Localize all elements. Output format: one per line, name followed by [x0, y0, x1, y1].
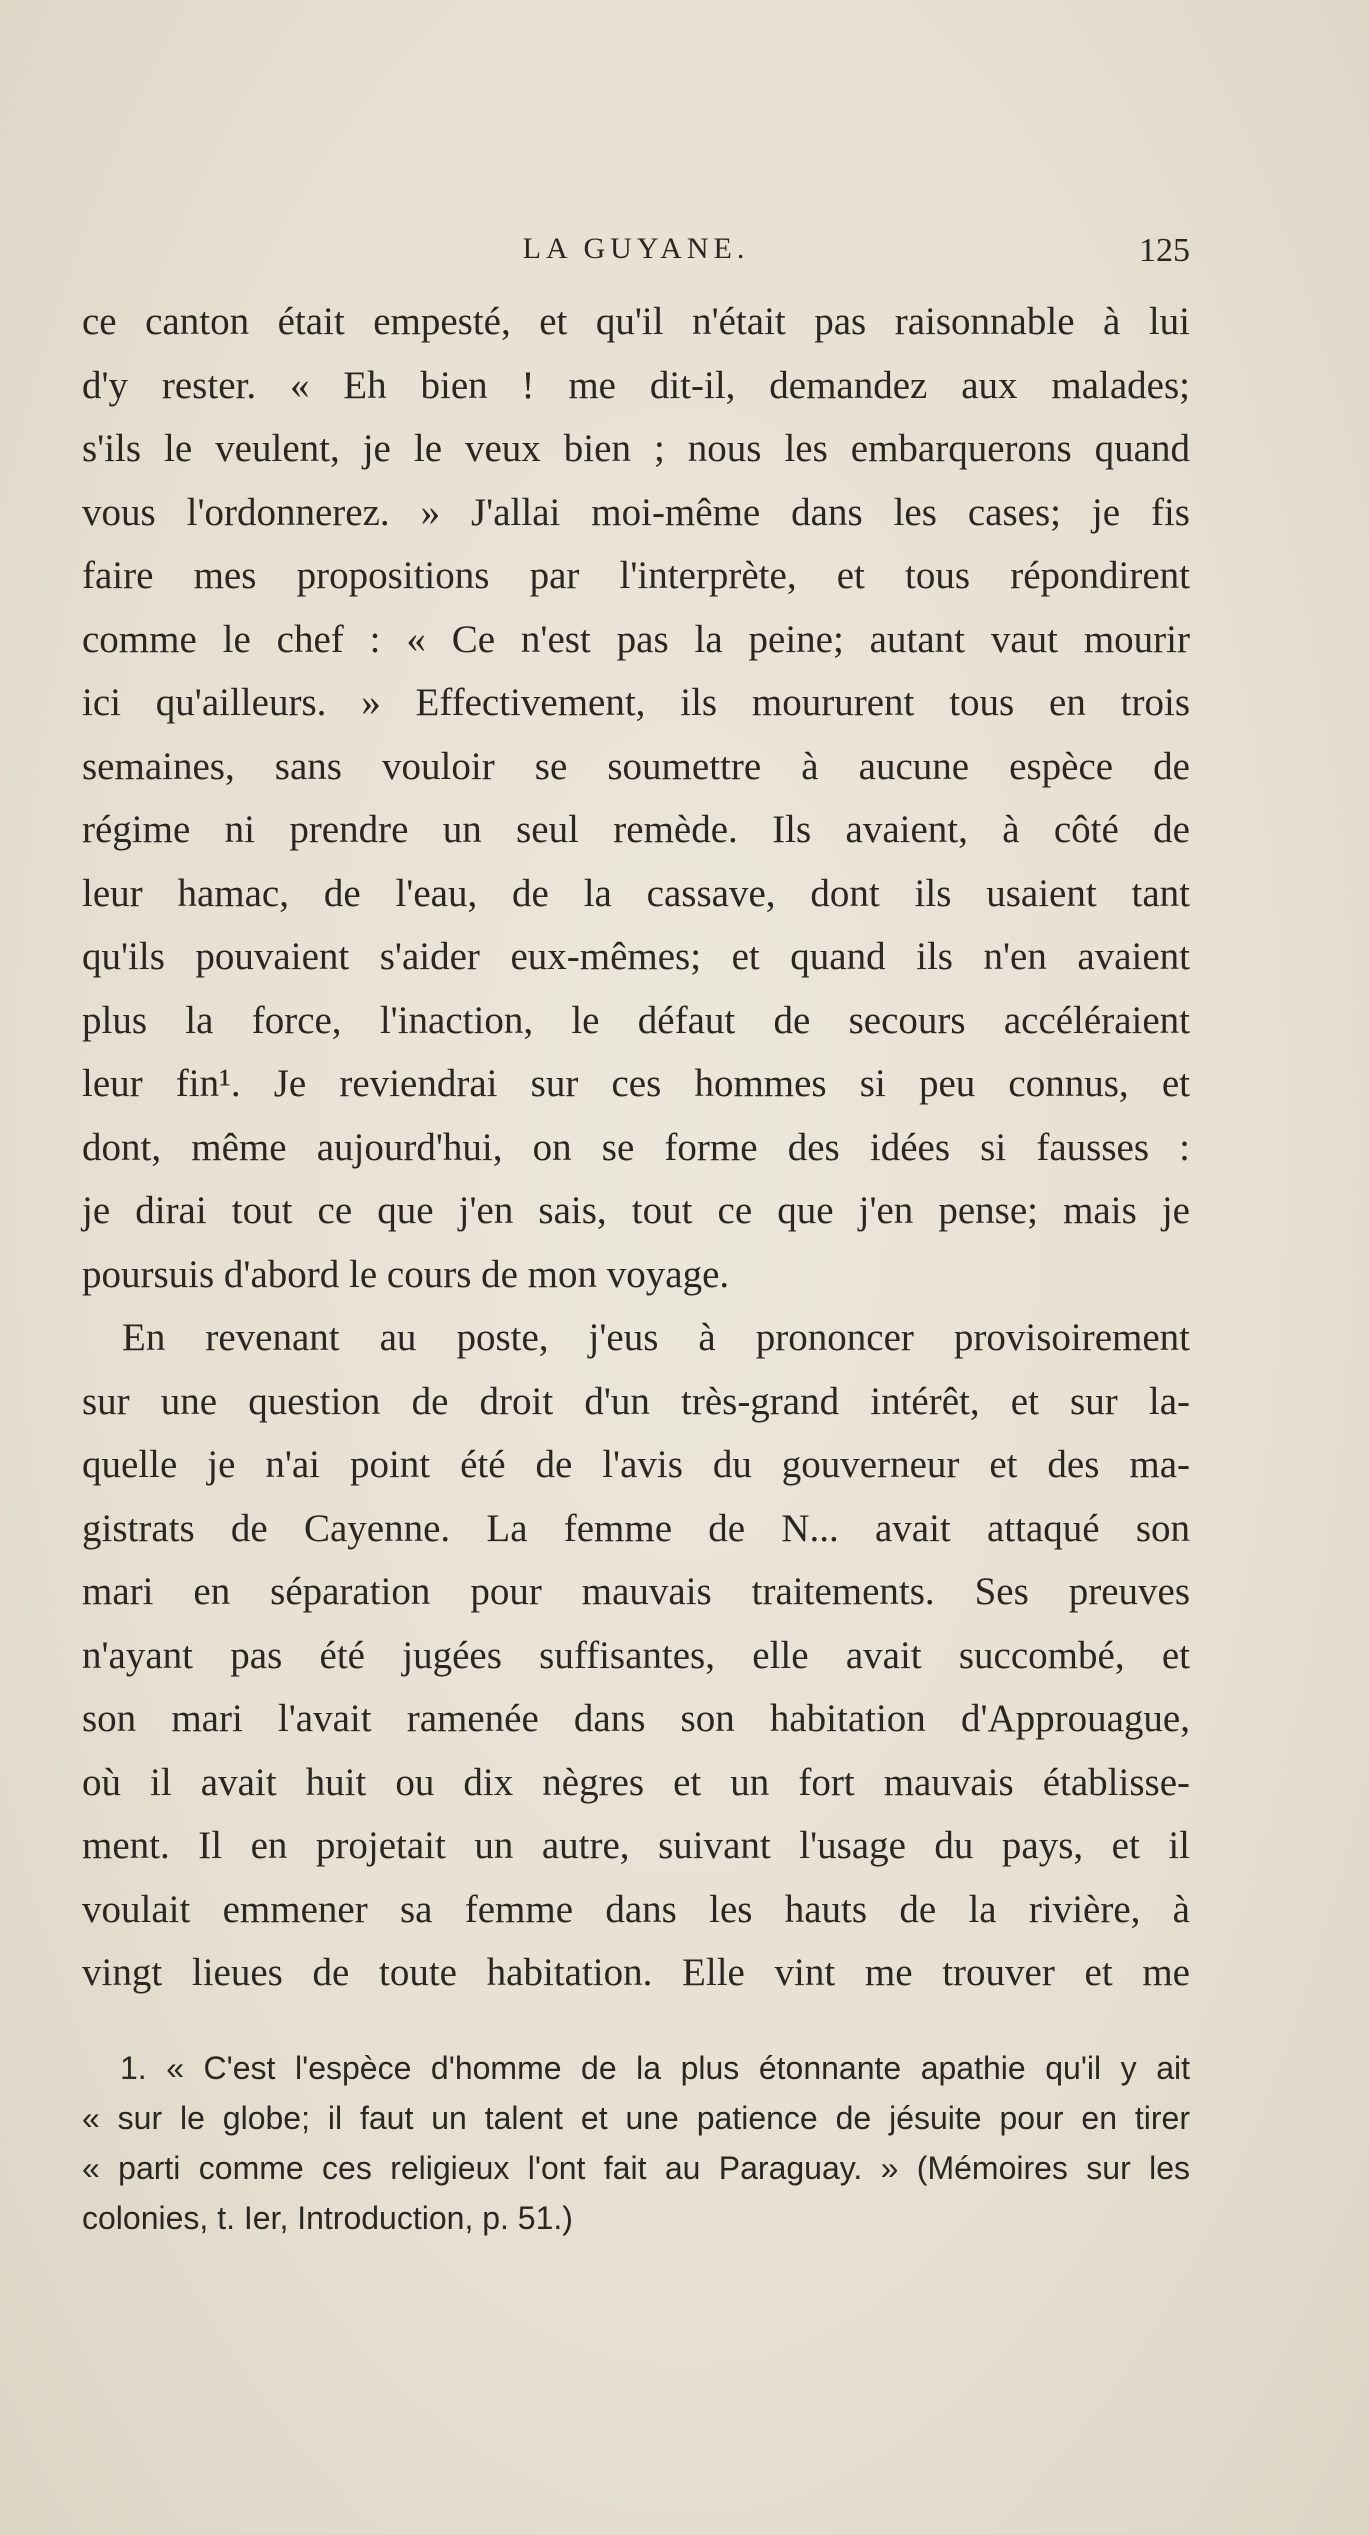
body-line: En revenant au poste, j'eus à prononcer provisoirement — [122, 1316, 1190, 1359]
body-line: qu'ils pouvaient s'aider eux-mêmes; et quand ils n'en avaient — [82, 935, 1190, 978]
page-header — [82, 232, 1190, 272]
body-line: son mari l'avait ramenée dans son habitation d'Approuague, — [82, 1697, 1190, 1740]
body-line: d'y rester. « Eh bien ! me dit-il, demandez aux malades; — [82, 363, 1190, 407]
footnote-line: 1. « C'est l'espèce d'homme de la plus étonnante apathie qu'il y ait — [120, 2050, 1190, 2086]
body-line: mari en séparation pour mauvais traitements. Ses preuves — [82, 1570, 1190, 1613]
body-line: leur hamac, de l'eau, de la cassave, dont ils usaient tant — [82, 871, 1190, 915]
body-text — [82, 290, 1190, 2005]
footnote-line: « sur le globe; il faut un talent et une patience de jésuite pour en tirer — [82, 2100, 1190, 2136]
body-line: n'ayant pas été jugées suffisantes, elle avait succombé, et — [82, 1633, 1190, 1677]
body-line: régime ni prendre un seul remède. Ils avaient, à côté de — [82, 808, 1190, 851]
body-line: quelle je n'ai point été de l'avis du gouverneur et des ma- — [82, 1443, 1190, 1486]
body-line: ce canton était empesté, et qu'il n'était pas raisonnable à lui — [82, 300, 1190, 343]
body-line: s'ils le veulent, je le veux bien ; nous les embarquerons quand — [82, 427, 1190, 470]
running-head: LA GUYANE. — [522, 232, 750, 265]
footnotes — [82, 2043, 1190, 2243]
body-line: poursuis d'abord le cours de mon voyage. — [82, 1252, 730, 1296]
body-line: comme le chef : « Ce n'est pas la peine; autant vaut mourir — [82, 617, 1190, 661]
footnote-line: « parti comme ces religieux l'ont fait au Paraguay. » (Mémoires sur les — [82, 2150, 1190, 2186]
body-line: où il avait huit ou dix nègres et un fort mauvais établisse- — [82, 1760, 1190, 1804]
page-number: 125 — [1139, 232, 1190, 269]
body-line: leur fin¹. Je reviendrai sur ces hommes si peu connus, et — [82, 1062, 1190, 1105]
body-line: sur une question de droit d'un très-grand intérêt, et sur la- — [82, 1379, 1190, 1423]
footnote-line: colonies, t. Ier, Introduction, p. 51.) — [82, 2200, 573, 2236]
body-line: ici qu'ailleurs. » Effectivement, ils moururent tous en trois — [82, 681, 1190, 724]
body-line: semaines, sans vouloir se soumettre à aucune espèce de — [82, 744, 1190, 788]
body-line: vingt lieues de toute habitation. Elle vint me trouver et me — [82, 1951, 1190, 1994]
body-line: voulait emmener sa femme dans les hauts de la rivière, à — [82, 1887, 1190, 1931]
body-line: dont, même aujourd'hui, on se forme des idées si fausses : — [82, 1125, 1190, 1169]
body-line: je dirai tout ce que j'en sais, tout ce que j'en pense; mais je — [82, 1189, 1190, 1232]
body-line: vous l'ordonnerez. » J'allai moi-même dans les cases; je fis — [82, 490, 1190, 534]
body-line: plus la force, l'inaction, le défaut de secours accéléraient — [82, 998, 1190, 1042]
body-line: ment. Il en projetait un autre, suivant l'usage du pays, et il — [82, 1824, 1190, 1867]
body-line: gistrats de Cayenne. La femme de N... avait attaqué son — [82, 1506, 1190, 1550]
body-line: faire mes propositions par l'interprète, et tous répondirent — [82, 554, 1190, 597]
